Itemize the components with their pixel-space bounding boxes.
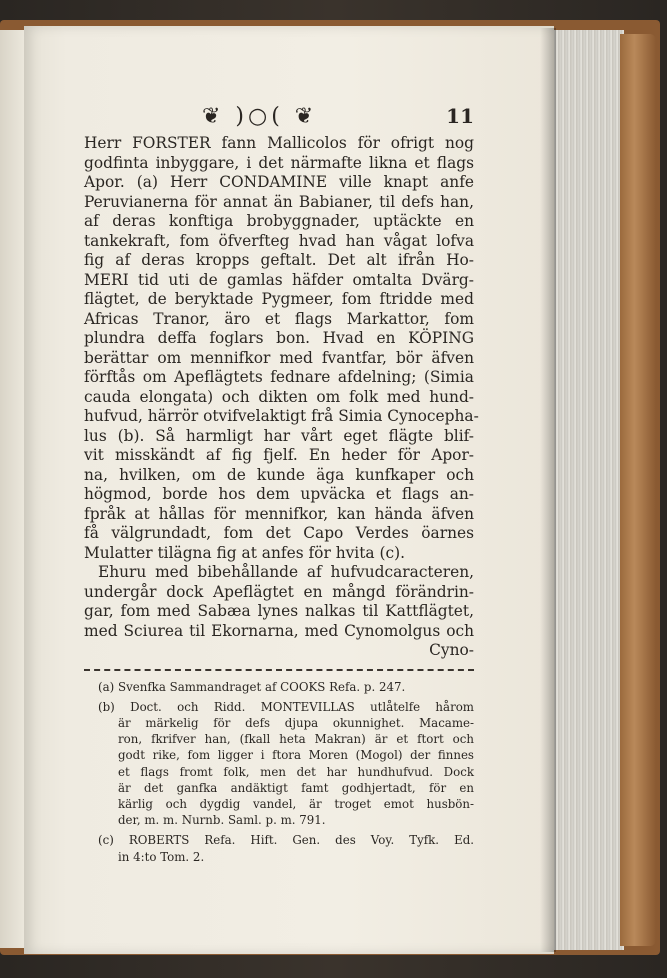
left-page-edge [0, 30, 24, 948]
body-line: plundra deffa foglars bon. Hvad en KÖPING [84, 329, 474, 347]
body-line: undergår dock Apeflägtet en mångd förändrin- [84, 582, 474, 601]
page-block-edge [554, 30, 624, 950]
footnote-line: är det ganfka andäktigt famt godhjertadt, för en [118, 780, 474, 795]
body-line: Peruvianerna för annat än Babianer, til defs han, [84, 192, 474, 211]
footnote-line: (a) Svenfka Sammandraget af COOKS Refa. p. 247. [98, 679, 406, 694]
book-cover-spine [620, 34, 656, 946]
body-line: af deras konftiga brobyggnader, uptäckte en [84, 212, 474, 230]
page-gutter-shadow [540, 28, 556, 952]
footnote-line: kärlig och dygdig vandel, är troget emot husbön- [118, 796, 474, 811]
body-line: högmod, borde hos dem upväcka et flags an- [84, 485, 474, 503]
footnote-rule [84, 669, 474, 671]
footnote-line: et flags fromt folk, men det har hundhufvud. Dock [118, 764, 474, 779]
body-line: hufvud, härrör otvifvelaktigt frå Simia Cynocepha- [84, 407, 479, 425]
footnote-line: (c) ROBERTS Refa. Hift. Gen. des Voy. Tyfk. Ed. [98, 833, 474, 848]
body-line: godfinta inbyggare, i det närmafte likna et flags [84, 153, 474, 172]
body-line: lus (b). Så harmligt har vårt eget flägte blif- [84, 426, 474, 445]
footnote-line: (b) Doct. och Ridd. MONTEVILLAS utlåtelfe hårom [98, 699, 474, 714]
footnote-line: in 4:to Tom. 2. [118, 849, 205, 864]
page-text [84, 104, 479, 865]
body-line: gar, fom med Sabæa lynes nalkas til Kattflägtet, [84, 602, 474, 620]
footnote-line: ron, fkrifver han, (fkall heta Makran) är et ftort och [118, 732, 474, 747]
body-line: MERI tid uti de gamlas häfder omtalta Dvärg- [84, 270, 474, 289]
body-line: Mulatter tilägna fig at anfes för hvita (c). [84, 543, 405, 562]
footnote-line: är märkelig för defs djupa okunnighet. Macame- [118, 715, 474, 730]
body-line: flägtet, de beryktade Pygmeer, fom ftridde med [84, 290, 474, 308]
body-line: få välgrundadt, fom det Capo Verdes öarnes [84, 524, 474, 542]
body-line: Apor. (a) Herr CONDAMINE ville knapt anfe [84, 173, 474, 191]
page-number: 11 [446, 104, 474, 128]
body-line: fpråk at hållas för mennifkor, kan hända äfven [84, 504, 474, 523]
catchword: Cyno- [429, 641, 474, 659]
running-header [84, 104, 474, 134]
body-line: cauda elongata) och dikten om folk med hund- [84, 387, 474, 406]
footnote-line: godt rike, fom ligger i ftora Moren (Mogol) der finnes [118, 748, 474, 763]
body-line: berättar om mennifkor med fvantfar, bör äfven [84, 348, 474, 367]
body-line: med Sciurea til Ekornarna, med Cynomolgus och [84, 621, 474, 640]
body-line: fig af deras kropps geftalt. Det alt ifrån Ho- [84, 251, 474, 269]
body-line: förftås om Apeflägtets fednare afdelning; (Simia [84, 368, 474, 386]
body-line: na, hvilken, om de kunde äga kunfkaper och [84, 465, 474, 484]
main-body [84, 134, 479, 661]
body-line: Herr FORSTER fann Mallicolos för ofrigt nog [84, 134, 474, 152]
body-line: Ehuru med bibehållande af hufvudcaracteren, [98, 563, 474, 581]
footnotes [84, 679, 474, 865]
body-line: vit misskändt af fig fjelf. En heder för Apor- [84, 446, 474, 464]
footnote-line: der, m. m. Nurnb. Saml. p. m. 791. [118, 813, 326, 828]
body-line: Africas Tranor, äro et flags Markattor, fom [84, 309, 474, 328]
header-ornament: ❦ )○( ❦ [202, 104, 318, 129]
body-line: tankekraft, fom öfverfteg hvad han vågat lofva [84, 231, 474, 250]
